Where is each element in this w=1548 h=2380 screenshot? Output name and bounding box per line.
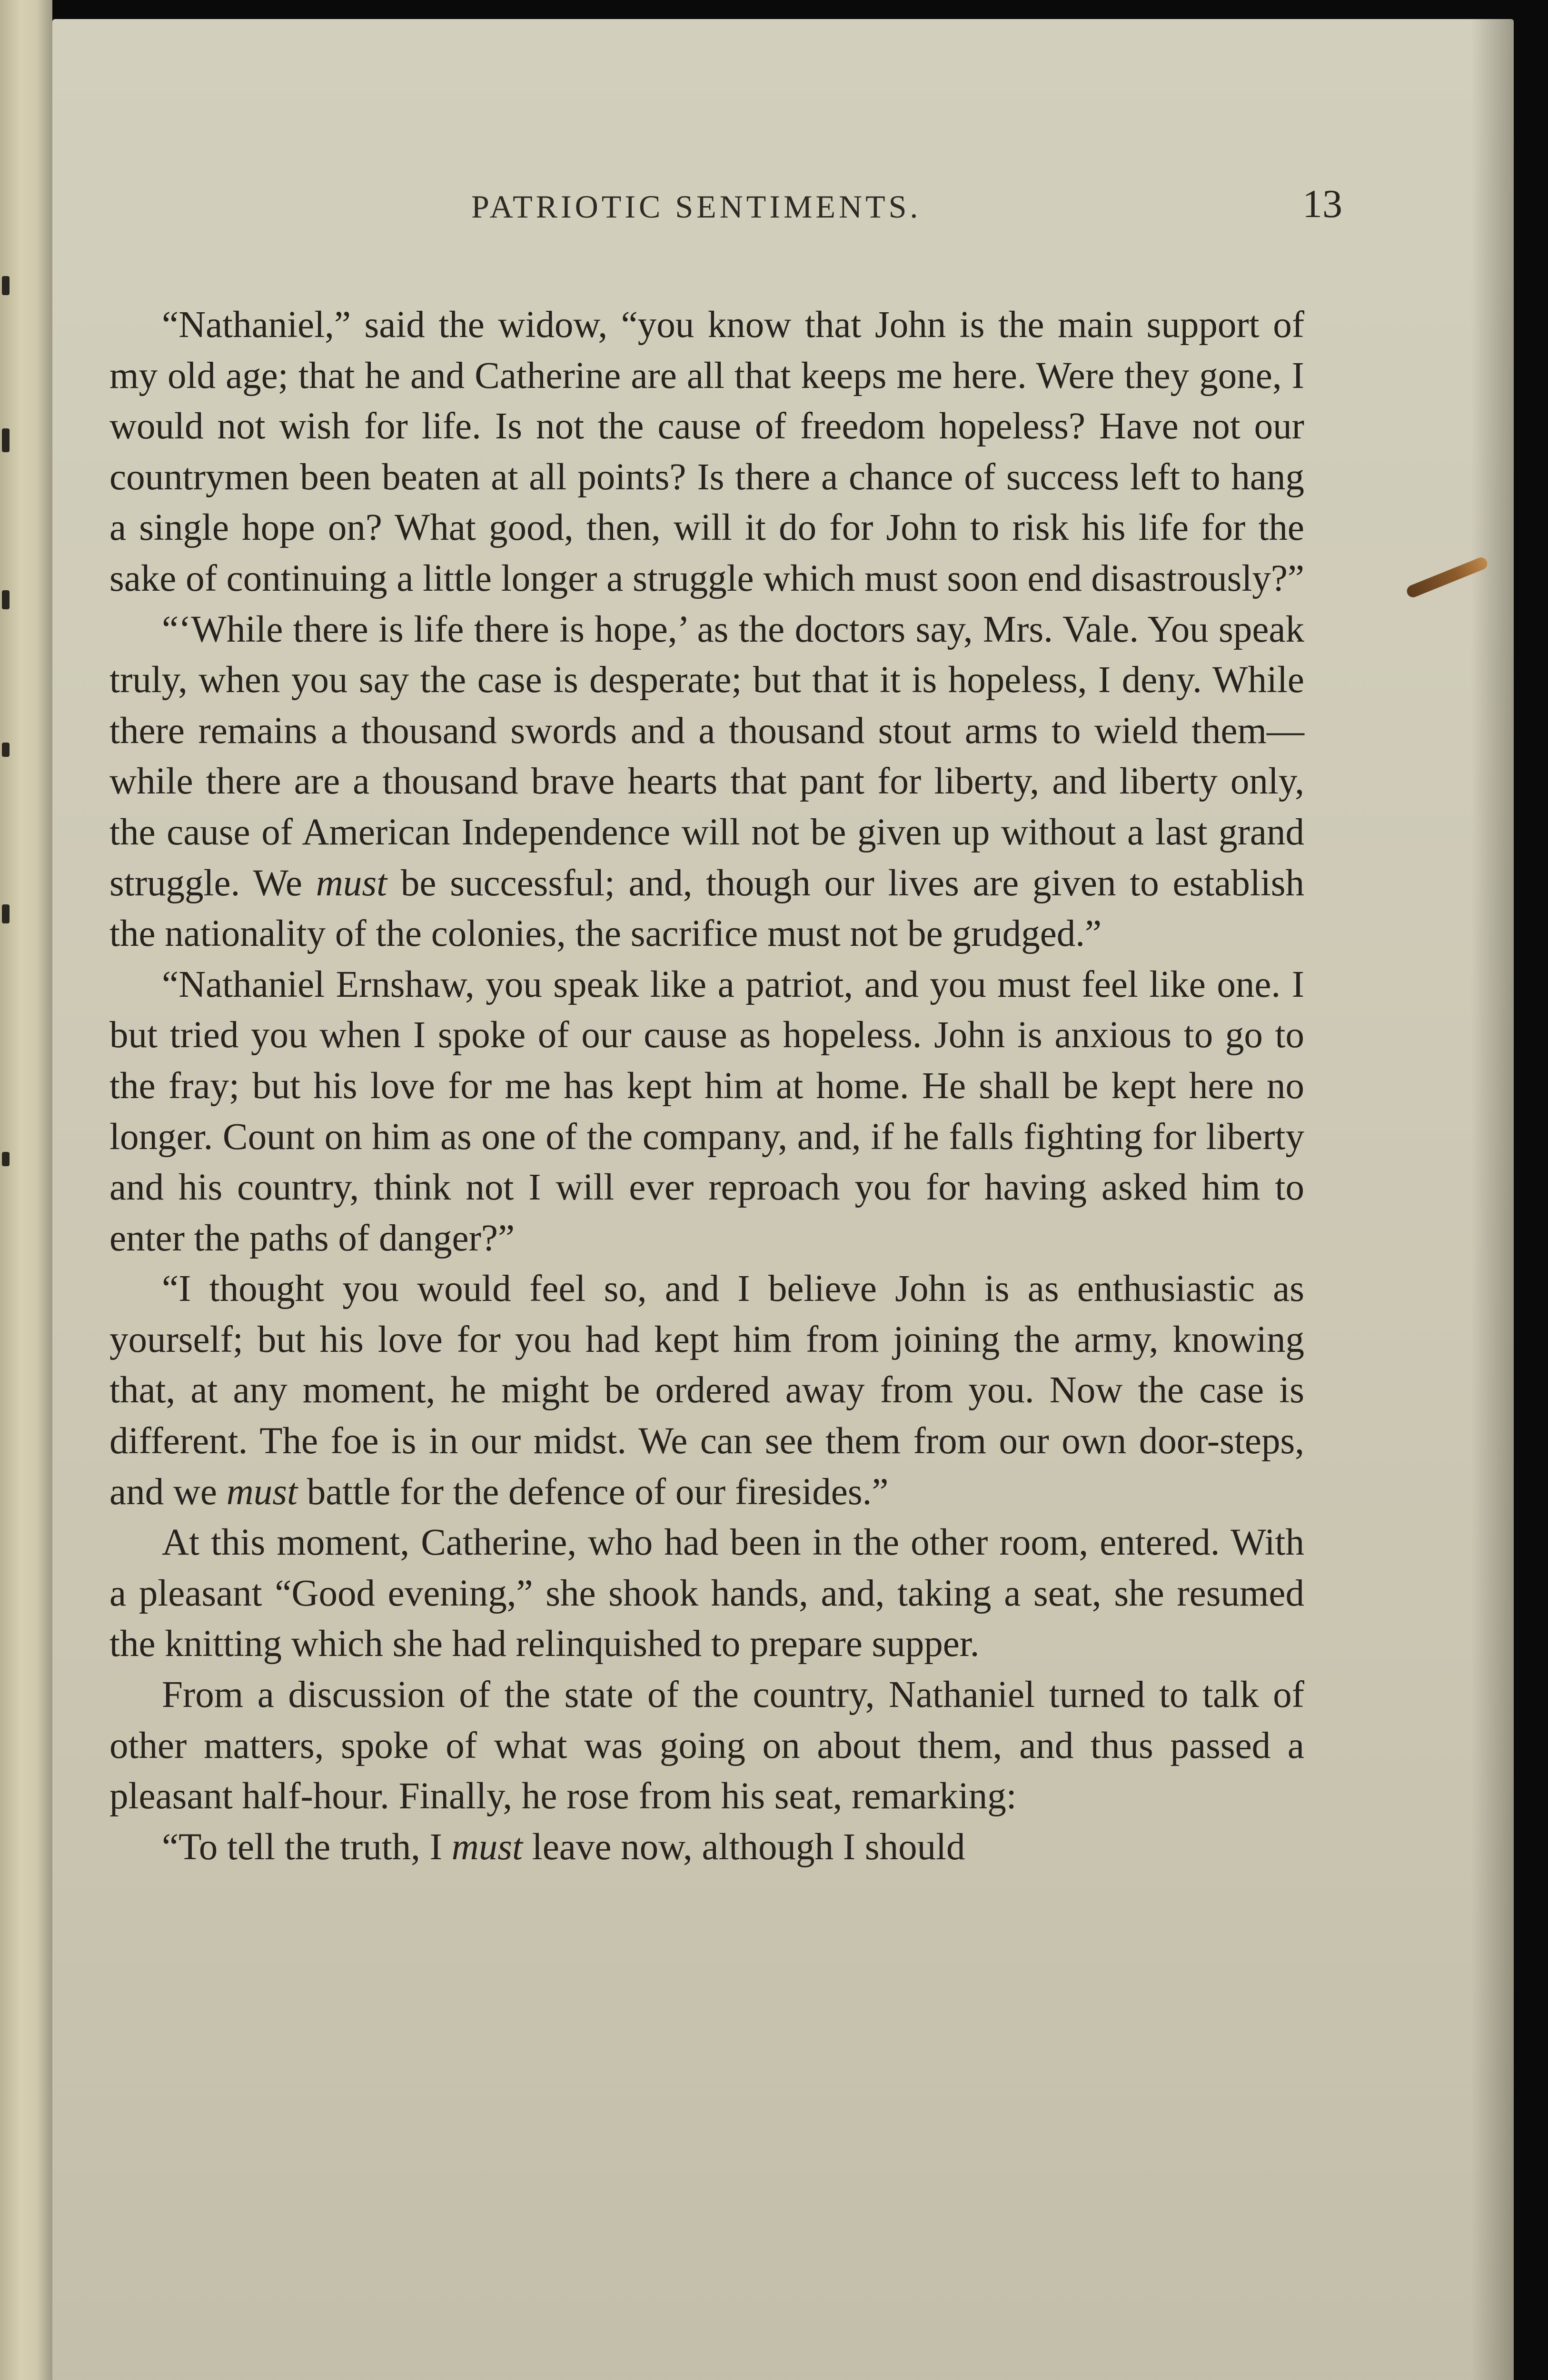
paragraph-text: be successful; and, though our lives are given to establish the nationality of the colonies, the sacrifice must not be grudged.” [109, 862, 1305, 955]
paragraph [109, 1822, 1304, 1873]
paragraph-text: “‘While there is life there is hope,’ as the doctors say, Mrs. Vale. You speak truly, when you say the case is desperate; but that it is hopeless, I deny. While there remains a thousand swords and a thousand stout arms to wield them—while there are a thousand brave hearts that pant for liberty, and liberty only, the cause of American Independence will not be given up without a last grand struggle. We [109, 608, 1304, 904]
italic-emphasis: must [226, 1471, 298, 1513]
paragraph-text: battle for the defence of our firesides.” [297, 1471, 889, 1513]
paragraph [109, 605, 1304, 960]
italic-emphasis: must [316, 862, 387, 904]
paragraph [109, 960, 1304, 1264]
book-page [52, 19, 1514, 2380]
paragraph [109, 1264, 1304, 1517]
spine-mark [2, 428, 10, 452]
paragraph [109, 1670, 1304, 1822]
paragraph-text: “Nathaniel,” said the widow, “you know that John is the main support of my old age; that he and Catherine are all that keeps me here. Were they gone, I would not wish for life. Is not the cause of freedom hopeless? Have not our countrymen been beaten at all points? Is there a chance of success left to hang a single hope on? What good, then, will it do for John to risk his life for the sake of continuing a little longer a struggle which must soon end disastrously?” [109, 304, 1304, 599]
spine-marks [0, 0, 19, 2380]
page-number: 13 [1302, 182, 1342, 226]
paragraph [109, 300, 1304, 605]
running-head: PATRIOTIC SENTIMENTS. [471, 188, 922, 225]
paragraph-text: “To tell the truth, I [162, 1826, 452, 1868]
italic-emphasis: must [451, 1826, 523, 1868]
spine-mark [2, 1152, 10, 1166]
previous-page-edge [0, 0, 52, 2380]
body-text [109, 300, 1304, 1873]
spine-mark [2, 590, 10, 609]
spine-mark [2, 743, 10, 757]
paragraph-text: “Nathaniel Ernshaw, you speak like a patriot, and you must feel like one. I but tried you when I spoke of our cause as hopeless. John is anxious to go to the fray; but his love for me has kept him at home. He shall be kept here no longer. Count on him as one of the company, and, if he falls fighting for liberty and his country, think not I will ever reproach you for having asked him to enter the paths of danger?” [109, 963, 1304, 1259]
paragraph [109, 1517, 1304, 1670]
spine-mark [2, 904, 10, 923]
paragraph-text: leave now, although I should [523, 1826, 965, 1868]
spine-mark [2, 276, 10, 295]
page-edge-shadow [1471, 19, 1514, 2380]
paragraph-text: At this moment, Catherine, who had been in the other room, entered. With a pleasant “Good evening,” she shook hands, and, taking a seat, she resumed the knitting which she had relinquished to prepare supper. [109, 1522, 1304, 1665]
page-header [52, 181, 1514, 233]
paragraph-text: “I thought you would feel so, and I believe John is as enthusiastic as yourself; but his love for you had kept him from joining the army, knowing that, at any moment, he might be ordered away from you. Now the case is different. The foe is in our midst. We can see them from our own door-steps, and we [109, 1268, 1304, 1513]
paragraph-text: From a discussion of the state of the country, Nathaniel turned to talk of other matters, spoke of what was going on about them, and thus passed a pleasant half-hour. Finally, he rose from his seat, remarking: [109, 1674, 1304, 1817]
